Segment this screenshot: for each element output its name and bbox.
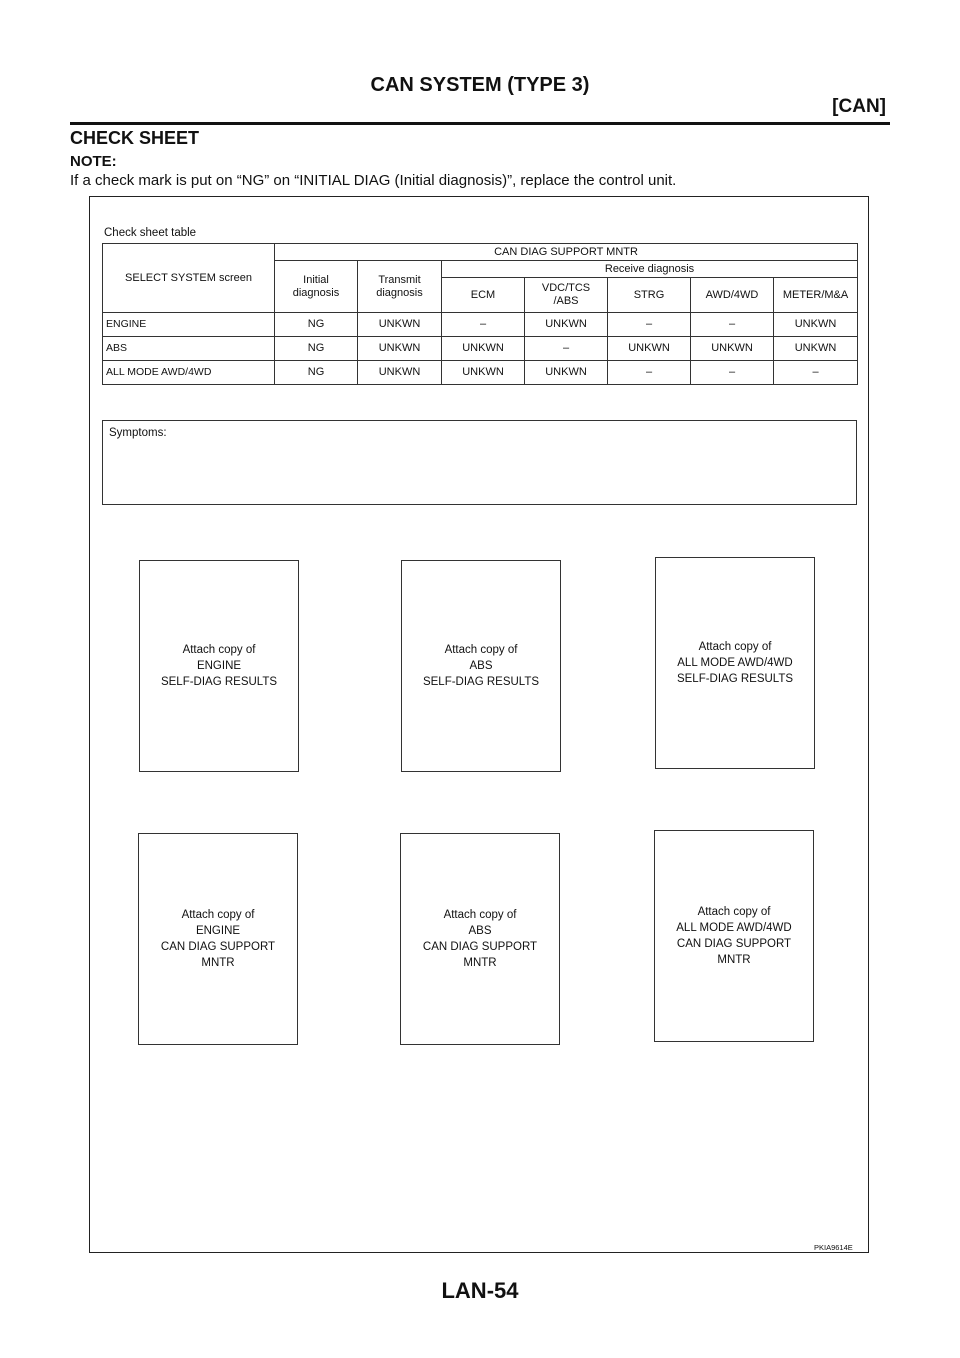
table-cell: – bbox=[442, 313, 525, 337]
table-cell: UNKWN bbox=[442, 361, 525, 385]
attach-box-engine-can-diag: Attach copy of ENGINE CAN DIAG SUPPORT MNTR bbox=[138, 833, 298, 1045]
note-label: NOTE: bbox=[70, 153, 117, 170]
table-cell: UNKWN bbox=[608, 337, 691, 361]
attach-box-abs-can-diag: Attach copy of ABS CAN DIAG SUPPORT MNTR bbox=[400, 833, 560, 1045]
table-row bbox=[103, 313, 858, 337]
initial-diagnosis-header: Initial diagnosis bbox=[275, 261, 358, 313]
table-cell: UNKWN bbox=[358, 361, 442, 385]
table-cell: – bbox=[525, 337, 608, 361]
row-system-label: ALL MODE AWD/4WD bbox=[103, 361, 275, 385]
table-cell: – bbox=[608, 361, 691, 385]
table-cell: UNKWN bbox=[774, 337, 858, 361]
page-number: LAN-54 bbox=[441, 1278, 519, 1303]
row-system-label: ABS bbox=[103, 337, 275, 361]
row-system-label: ENGINE bbox=[103, 313, 275, 337]
attach-box-engine-self-diag: Attach copy of ENGINE SELF-DIAG RESULTS bbox=[139, 560, 299, 772]
transmit-diagnosis-header: Transmit diagnosis bbox=[358, 261, 442, 313]
figure-code: PKIA9614E bbox=[814, 1243, 853, 1252]
symptoms-label: Symptoms: bbox=[109, 427, 167, 439]
table-cell: – bbox=[608, 313, 691, 337]
section-heading: CHECK SHEET bbox=[70, 128, 200, 148]
attach-box-awd-can-diag: Attach copy of ALL MODE AWD/4WD CAN DIAG SUPPORT MNTR bbox=[654, 830, 814, 1042]
table-cell: UNKWN bbox=[691, 337, 774, 361]
table-cell: UNKWN bbox=[358, 337, 442, 361]
select-system-header: SELECT SYSTEM screen bbox=[103, 244, 275, 313]
table-cell: NG bbox=[275, 337, 358, 361]
table-row bbox=[103, 337, 858, 361]
symptoms-box bbox=[102, 420, 857, 505]
col-meter-ma: METER/M&A bbox=[774, 278, 858, 313]
section-tag: [CAN] bbox=[832, 96, 886, 117]
col-ecm: ECM bbox=[442, 278, 525, 313]
table-cell: – bbox=[691, 313, 774, 337]
table-cell: NG bbox=[275, 361, 358, 385]
table-cell: UNKWN bbox=[358, 313, 442, 337]
col-awd-4wd: AWD/4WD bbox=[691, 278, 774, 313]
table-cell: NG bbox=[275, 313, 358, 337]
attach-box-abs-self-diag: Attach copy of ABS SELF-DIAG RESULTS bbox=[401, 560, 561, 772]
table-cell: – bbox=[774, 361, 858, 385]
page-title: CAN SYSTEM (TYPE 3) bbox=[370, 74, 590, 96]
col-strg: STRG bbox=[608, 278, 691, 313]
table-cell: UNKWN bbox=[525, 361, 608, 385]
table-caption: Check sheet table bbox=[104, 227, 197, 239]
table-cell: – bbox=[691, 361, 774, 385]
table-cell: UNKWN bbox=[442, 337, 525, 361]
receive-diagnosis-header: Receive diagnosis bbox=[442, 261, 858, 278]
check-sheet-table bbox=[102, 243, 858, 385]
can-diag-mntr-header: CAN DIAG SUPPORT MNTR bbox=[275, 244, 858, 261]
table-cell: UNKWN bbox=[774, 313, 858, 337]
col-vdc-tcs-abs: VDC/TCS /ABS bbox=[525, 278, 608, 313]
header-rule bbox=[70, 122, 890, 125]
table-cell: UNKWN bbox=[525, 313, 608, 337]
note-text: If a check mark is put on “NG” on “INITIAL DIAG (Initial diagnosis)”, replace the control unit. bbox=[70, 172, 677, 189]
attach-box-awd-self-diag: Attach copy of ALL MODE AWD/4WD SELF-DIAG RESULTS bbox=[655, 557, 815, 769]
table-row bbox=[103, 361, 858, 385]
